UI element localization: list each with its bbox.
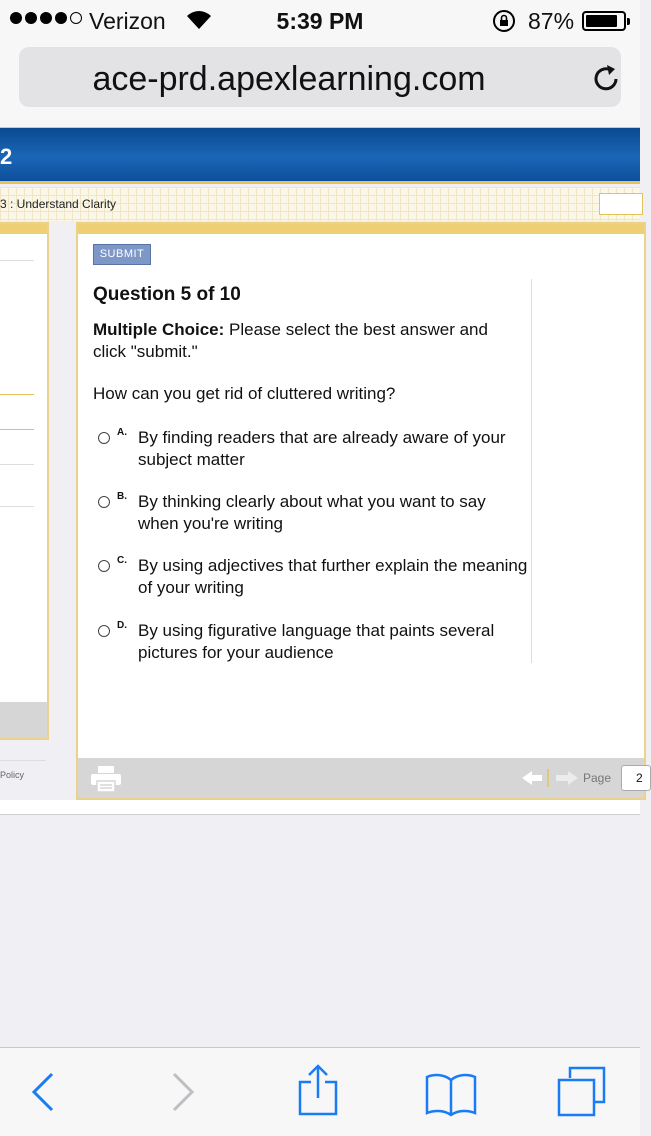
share-icon[interactable] bbox=[297, 1064, 339, 1116]
bookmarks-icon[interactable] bbox=[424, 1072, 478, 1116]
clock: 5:39 PM bbox=[276, 8, 364, 34]
sidebar-footer bbox=[0, 702, 47, 738]
policy-link[interactable]: Policy bbox=[0, 770, 25, 780]
submit-button[interactable]: SUBMIT bbox=[93, 244, 151, 265]
rotation-lock-icon bbox=[492, 9, 516, 33]
course-header bbox=[0, 128, 640, 184]
page-number-input[interactable]: 2 bbox=[621, 765, 651, 791]
sidebar-divider bbox=[0, 506, 34, 507]
radio-button[interactable] bbox=[98, 625, 110, 637]
battery-icon bbox=[582, 11, 626, 31]
url-text[interactable]: ace-prd.apexlearning.com bbox=[92, 60, 486, 98]
radio-button[interactable] bbox=[98, 496, 110, 508]
forward-icon[interactable] bbox=[168, 1072, 196, 1112]
battery-percent: 87% bbox=[528, 8, 575, 34]
radio-button[interactable] bbox=[98, 560, 110, 572]
breadcrumb-text: 3 : Understand Clarity bbox=[0, 197, 117, 211]
tabs-icon[interactable] bbox=[556, 1066, 608, 1118]
status-bar bbox=[0, 0, 640, 40]
browser-toolbar bbox=[0, 1047, 640, 1136]
option-text: By using adjectives that further explain the meaning of your writing bbox=[138, 556, 528, 597]
page-label: Page bbox=[583, 771, 612, 785]
question-prompt: How can you get rid of cluttered writing? bbox=[93, 384, 396, 403]
reload-icon[interactable] bbox=[591, 62, 623, 94]
breadcrumb bbox=[0, 187, 640, 221]
question-title: Question 5 of 10 bbox=[93, 284, 241, 305]
option-text: By using figurative language that paints several pictures for your audience bbox=[138, 621, 495, 662]
next-arrow-icon bbox=[556, 771, 578, 785]
left-sidebar-panel bbox=[0, 222, 49, 740]
option-text: By finding readers that are already aware of your subject matter bbox=[138, 428, 506, 469]
carrier-name: Verizon bbox=[89, 8, 166, 34]
sidebar-divider bbox=[0, 429, 34, 430]
printer-icon[interactable] bbox=[91, 766, 121, 792]
radio-button[interactable] bbox=[98, 432, 110, 444]
search-input[interactable] bbox=[599, 193, 643, 215]
question-footer bbox=[78, 758, 644, 798]
address-bar[interactable] bbox=[19, 47, 621, 107]
browser-address-area bbox=[0, 40, 640, 128]
question-panel: SUBMIT Question 5 of 10 Multiple Choice: Please select the best answer and click "submit." How can you get rid of cluttered writing? A. By finding readers that are already aware of your subject matter B. By thinking clearly about what you want to say when you're writing C. By using adjectives that further explain the meaning of your writing D. By using figurative language that paints several pictures for your audience Page 2 bbox=[76, 222, 646, 800]
instructions: Multiple Choice: Please select the best answer and click "submit." bbox=[93, 320, 488, 361]
page-bottom-edge bbox=[0, 800, 640, 815]
prev-arrow-icon bbox=[522, 771, 542, 785]
sidebar-divider bbox=[0, 464, 34, 465]
page-nav-arrows[interactable] bbox=[520, 768, 580, 788]
course-header-number: 2 bbox=[0, 144, 13, 169]
back-icon[interactable] bbox=[30, 1072, 58, 1112]
sidebar-divider bbox=[0, 260, 34, 261]
option-text: By thinking clearly about what you want to say when you're writing bbox=[138, 492, 486, 533]
sidebar-divider bbox=[0, 394, 34, 395]
